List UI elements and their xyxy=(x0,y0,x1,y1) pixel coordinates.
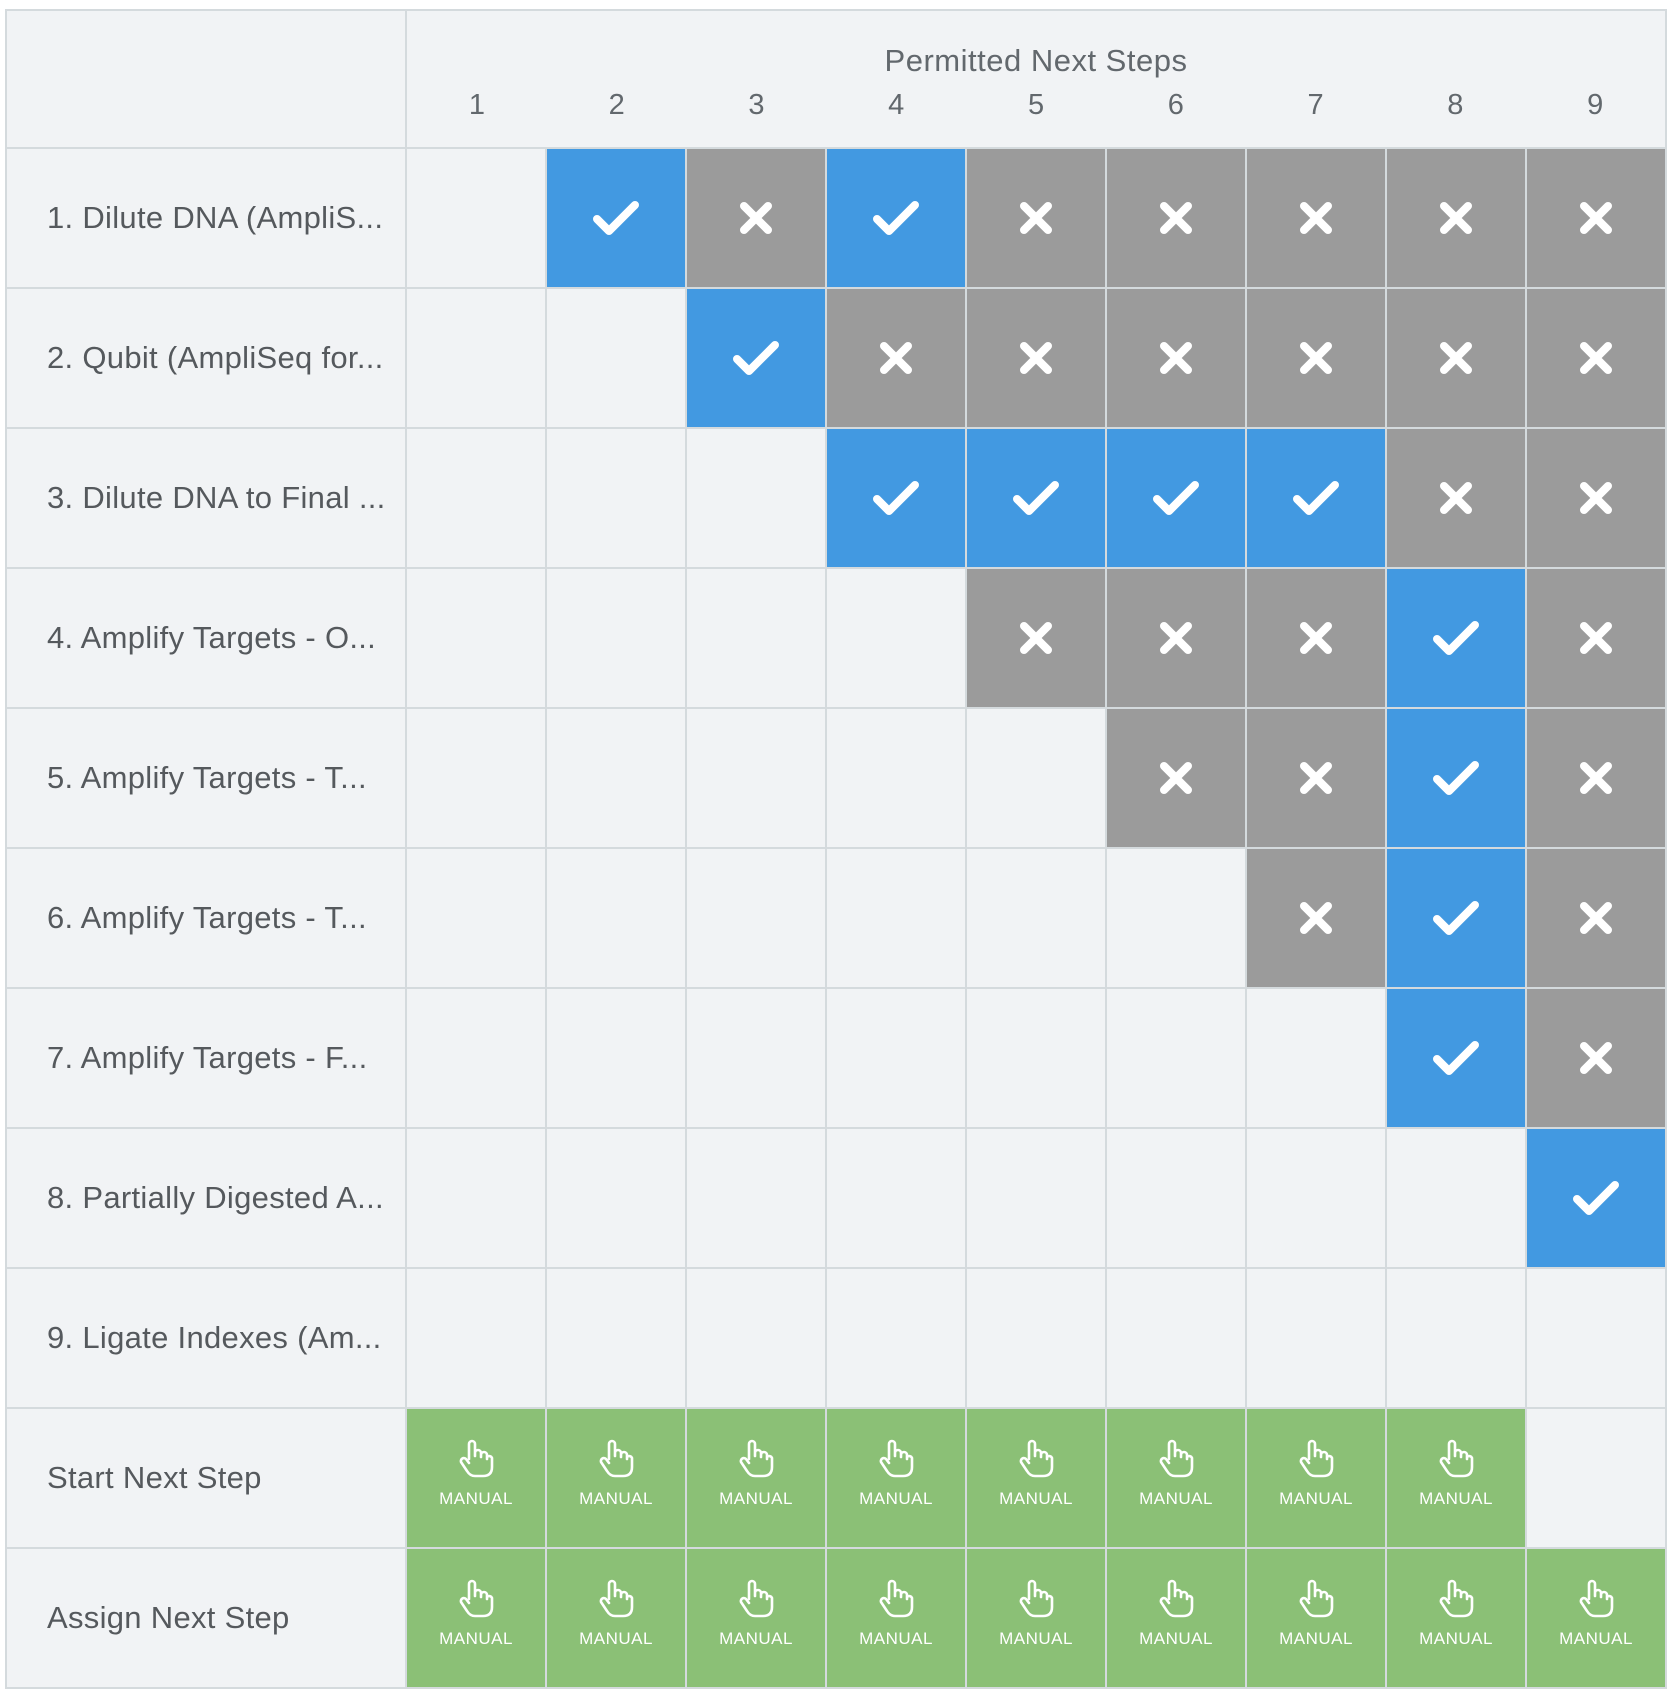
hand-pointer-icon xyxy=(738,1579,774,1619)
empty-cell xyxy=(967,709,1107,849)
checkmark-icon xyxy=(1153,480,1199,516)
cross-icon xyxy=(1298,200,1334,236)
empty-cell xyxy=(547,429,687,569)
manual-button[interactable] xyxy=(1387,1409,1527,1549)
cross-icon xyxy=(1158,340,1194,376)
not-permitted-cell[interactable] xyxy=(1247,849,1387,989)
action-row-label: Start Next Step xyxy=(7,1409,407,1549)
empty-cell xyxy=(967,1129,1107,1269)
not-permitted-cell[interactable] xyxy=(1247,289,1387,429)
manual-button[interactable] xyxy=(1107,1549,1247,1689)
manual-label: MANUAL xyxy=(439,1489,513,1508)
not-permitted-cell[interactable] xyxy=(1527,989,1667,1129)
cross-icon xyxy=(1298,340,1334,376)
not-permitted-cell[interactable] xyxy=(1247,569,1387,709)
column-number: 3 xyxy=(748,89,765,121)
manual-button[interactable] xyxy=(407,1549,547,1689)
empty-cell xyxy=(407,429,547,569)
manual-label: MANUAL xyxy=(1279,1629,1353,1648)
not-permitted-cell[interactable] xyxy=(1387,149,1527,289)
empty-cell xyxy=(687,1269,827,1409)
empty-cell xyxy=(407,849,547,989)
empty-cell xyxy=(1387,1129,1527,1269)
cross-icon xyxy=(1578,1040,1614,1076)
empty-cell xyxy=(827,989,967,1129)
checkmark-icon xyxy=(1433,620,1479,656)
header-title: Permitted Next Steps xyxy=(884,43,1188,78)
checkmark-icon xyxy=(1573,1180,1619,1216)
column-numbers xyxy=(407,89,1665,122)
empty-cell xyxy=(827,709,967,849)
not-permitted-cell[interactable] xyxy=(1527,569,1667,709)
manual-button[interactable] xyxy=(687,1409,827,1549)
checkmark-icon xyxy=(1293,480,1339,516)
not-permitted-cell[interactable] xyxy=(1527,289,1667,429)
not-permitted-cell[interactable] xyxy=(1107,709,1247,849)
empty-cell xyxy=(547,989,687,1129)
step-row-label: 5. Amplify Targets - T... xyxy=(7,709,407,849)
checkmark-icon xyxy=(1433,900,1479,936)
empty-cell xyxy=(407,1269,547,1409)
step-row-label: 6. Amplify Targets - T... xyxy=(7,849,407,989)
empty-cell xyxy=(1247,989,1387,1129)
checkmark-icon xyxy=(1433,1040,1479,1076)
empty-cell xyxy=(827,569,967,709)
manual-label: MANUAL xyxy=(1139,1489,1213,1508)
hand-pointer-icon xyxy=(1298,1579,1334,1619)
manual-button[interactable] xyxy=(967,1409,1107,1549)
not-permitted-cell[interactable] xyxy=(827,289,967,429)
manual-button[interactable] xyxy=(407,1409,547,1549)
empty-cell xyxy=(1247,1129,1387,1269)
permitted-cell[interactable] xyxy=(1527,1129,1667,1269)
hand-pointer-icon xyxy=(598,1579,634,1619)
permitted-cell[interactable] xyxy=(547,149,687,289)
manual-label: MANUAL xyxy=(859,1489,933,1508)
column-number: 2 xyxy=(608,89,625,121)
hand-pointer-icon xyxy=(1158,1439,1194,1479)
manual-button[interactable] xyxy=(687,1549,827,1689)
not-permitted-cell[interactable] xyxy=(1527,429,1667,569)
hand-pointer-icon xyxy=(878,1439,914,1479)
not-permitted-cell[interactable] xyxy=(967,149,1107,289)
column-number: 9 xyxy=(1587,89,1604,121)
column-number: 1 xyxy=(468,89,485,121)
cross-icon xyxy=(1158,760,1194,796)
manual-button[interactable] xyxy=(1387,1549,1527,1689)
cross-icon xyxy=(1438,340,1474,376)
cross-icon xyxy=(1298,900,1334,936)
not-permitted-cell[interactable] xyxy=(967,569,1107,709)
empty-cell xyxy=(687,429,827,569)
empty-cell xyxy=(1107,1129,1247,1269)
column-number: 8 xyxy=(1447,89,1464,121)
permitted-cell[interactable] xyxy=(687,289,827,429)
not-permitted-cell[interactable] xyxy=(1107,569,1247,709)
not-permitted-cell[interactable] xyxy=(1107,289,1247,429)
column-number: 7 xyxy=(1307,89,1324,121)
empty-cell xyxy=(1527,1269,1667,1409)
checkmark-icon xyxy=(873,480,919,516)
empty-cell xyxy=(407,1129,547,1269)
cross-icon xyxy=(1018,340,1054,376)
manual-label: MANUAL xyxy=(1139,1629,1213,1648)
column-number: 4 xyxy=(888,89,905,121)
cross-icon xyxy=(1578,900,1614,936)
checkmark-icon xyxy=(1433,760,1479,796)
empty-cell xyxy=(687,989,827,1129)
action-row-label: Assign Next Step xyxy=(7,1549,407,1689)
permitted-cell[interactable] xyxy=(827,429,967,569)
manual-button[interactable] xyxy=(827,1409,967,1549)
step-row-label: 8. Partially Digested A... xyxy=(7,1129,407,1269)
cross-icon xyxy=(878,340,914,376)
manual-button[interactable] xyxy=(547,1549,687,1689)
column-number: 6 xyxy=(1167,89,1184,121)
empty-cell xyxy=(547,1129,687,1269)
manual-button[interactable] xyxy=(827,1549,967,1689)
not-permitted-cell[interactable] xyxy=(1107,149,1247,289)
manual-button[interactable] xyxy=(1247,1409,1387,1549)
step-row-label: 4. Amplify Targets - O... xyxy=(7,569,407,709)
manual-label: MANUAL xyxy=(579,1629,653,1648)
column-number: 5 xyxy=(1027,89,1045,121)
cross-icon xyxy=(1578,480,1614,516)
empty-cell xyxy=(967,1269,1107,1409)
not-permitted-cell[interactable] xyxy=(967,289,1107,429)
cross-icon xyxy=(1578,620,1614,656)
empty-cell xyxy=(687,709,827,849)
cross-icon xyxy=(1578,200,1614,236)
not-permitted-cell[interactable] xyxy=(1527,849,1667,989)
step-row-label: 1. Dilute DNA (AmpliS... xyxy=(7,149,407,289)
permitted-cell[interactable] xyxy=(1107,429,1247,569)
not-permitted-cell[interactable] xyxy=(1387,289,1527,429)
empty-cell xyxy=(1527,1409,1667,1549)
hand-pointer-icon xyxy=(878,1579,914,1619)
manual-button[interactable] xyxy=(1247,1549,1387,1689)
permitted-cell[interactable] xyxy=(1247,429,1387,569)
cross-icon xyxy=(1298,620,1334,656)
empty-cell xyxy=(547,709,687,849)
manual-button[interactable] xyxy=(547,1409,687,1549)
hand-pointer-icon xyxy=(1018,1439,1054,1479)
empty-cell xyxy=(547,569,687,709)
manual-label: MANUAL xyxy=(1559,1629,1633,1648)
checkmark-icon xyxy=(733,340,779,376)
cross-icon xyxy=(1298,760,1334,796)
empty-cell xyxy=(827,1269,967,1409)
manual-label: MANUAL xyxy=(1419,1629,1493,1648)
permitted-cell[interactable] xyxy=(967,429,1107,569)
cross-icon xyxy=(1578,760,1614,796)
permitted-steps-matrix xyxy=(5,9,1667,1689)
empty-cell xyxy=(687,849,827,989)
cross-icon xyxy=(1438,480,1474,516)
manual-label: MANUAL xyxy=(579,1489,653,1508)
empty-cell xyxy=(1247,1269,1387,1409)
step-row-label: 3. Dilute DNA to Final ... xyxy=(7,429,407,569)
empty-cell xyxy=(547,289,687,429)
not-permitted-cell[interactable] xyxy=(1527,709,1667,849)
permitted-cell[interactable] xyxy=(1387,569,1527,709)
hand-pointer-icon xyxy=(458,1579,494,1619)
empty-cell xyxy=(1387,1269,1527,1409)
manual-button[interactable] xyxy=(1107,1409,1247,1549)
empty-cell xyxy=(407,569,547,709)
manual-label: MANUAL xyxy=(719,1629,793,1648)
permitted-cell[interactable] xyxy=(1387,849,1527,989)
empty-cell xyxy=(1107,849,1247,989)
not-permitted-cell[interactable] xyxy=(1247,149,1387,289)
empty-cell xyxy=(687,1129,827,1269)
empty-cell xyxy=(967,989,1107,1129)
manual-label: MANUAL xyxy=(1279,1489,1353,1508)
manual-button[interactable] xyxy=(967,1549,1107,1689)
empty-cell xyxy=(547,1269,687,1409)
empty-cell xyxy=(827,1129,967,1269)
manual-label: MANUAL xyxy=(719,1489,793,1508)
column-header xyxy=(407,11,1667,149)
empty-cell xyxy=(687,569,827,709)
empty-cell xyxy=(407,289,547,429)
checkmark-icon xyxy=(873,200,919,236)
cross-icon xyxy=(1158,200,1194,236)
manual-label: MANUAL xyxy=(439,1629,513,1648)
manual-label: MANUAL xyxy=(999,1629,1073,1648)
not-permitted-cell[interactable] xyxy=(1527,149,1667,289)
manual-button[interactable] xyxy=(1527,1549,1667,1689)
hand-pointer-icon xyxy=(458,1439,494,1479)
cross-icon xyxy=(1438,200,1474,236)
hand-pointer-icon xyxy=(1578,1579,1614,1619)
step-row-label: 2. Qubit (AmpliSeq for... xyxy=(7,289,407,429)
not-permitted-cell[interactable] xyxy=(1247,709,1387,849)
not-permitted-cell[interactable] xyxy=(1387,429,1527,569)
manual-label: MANUAL xyxy=(999,1489,1073,1508)
checkmark-icon xyxy=(593,200,639,236)
step-row-label: 7. Amplify Targets - F... xyxy=(7,989,407,1129)
corner-cell xyxy=(7,11,407,149)
permitted-cell[interactable] xyxy=(1387,709,1527,849)
step-row-label: 9. Ligate Indexes (Am... xyxy=(7,1269,407,1409)
empty-cell xyxy=(1107,989,1247,1129)
empty-cell xyxy=(407,709,547,849)
hand-pointer-icon xyxy=(1438,1579,1474,1619)
cross-icon xyxy=(1158,620,1194,656)
hand-pointer-icon xyxy=(1018,1579,1054,1619)
hand-pointer-icon xyxy=(1438,1439,1474,1479)
hand-pointer-icon xyxy=(1158,1579,1194,1619)
permitted-cell[interactable] xyxy=(1387,989,1527,1129)
not-permitted-cell[interactable] xyxy=(687,149,827,289)
hand-pointer-icon xyxy=(598,1439,634,1479)
cross-icon xyxy=(1018,200,1054,236)
empty-cell xyxy=(407,989,547,1129)
empty-cell xyxy=(827,849,967,989)
empty-cell xyxy=(407,149,547,289)
hand-pointer-icon xyxy=(738,1439,774,1479)
cross-icon xyxy=(738,200,774,236)
permitted-cell[interactable] xyxy=(827,149,967,289)
hand-pointer-icon xyxy=(1298,1439,1334,1479)
manual-label: MANUAL xyxy=(1419,1489,1493,1508)
cross-icon xyxy=(1018,620,1054,656)
manual-label: MANUAL xyxy=(859,1629,933,1648)
empty-cell xyxy=(967,849,1107,989)
checkmark-icon xyxy=(1013,480,1059,516)
empty-cell xyxy=(1107,1269,1247,1409)
empty-cell xyxy=(547,849,687,989)
cross-icon xyxy=(1578,340,1614,376)
